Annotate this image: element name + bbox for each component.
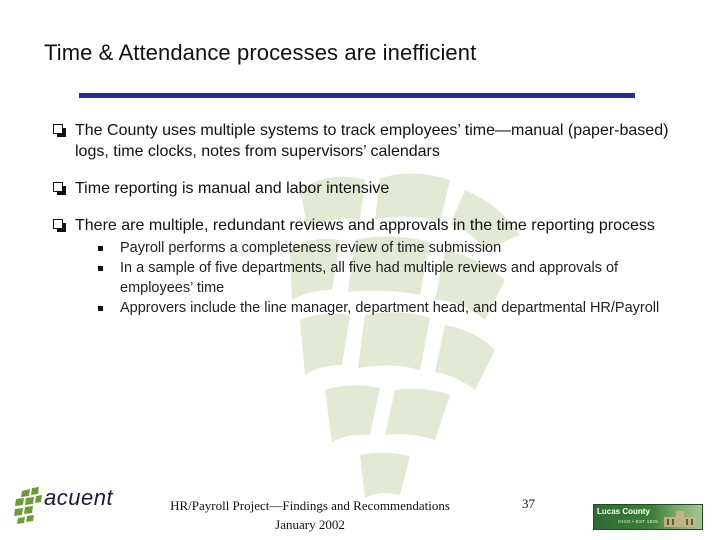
- sub-bullet-list: [50, 238, 680, 318]
- lucas-county-badge: [593, 504, 703, 530]
- sub-bullet-text: In a sample of five departments, all five had multiple reviews and approvals of employees’ time: [120, 260, 619, 296]
- square-bullet-icon: [98, 306, 103, 311]
- sub-bullet-text: Payroll performs a completeness review of time submission: [120, 240, 502, 256]
- courthouse-icon: [660, 508, 700, 528]
- checkbox-bullet-icon: [53, 182, 63, 192]
- bullet-item: [50, 120, 680, 162]
- page-number: 37: [522, 496, 535, 511]
- badge-title: Lucas County: [597, 507, 650, 516]
- sub-bullet-item: [96, 238, 680, 258]
- checkbox-bullet-icon: [53, 219, 63, 229]
- bullet-text: There are multiple, redundant reviews and approvals in the time reporting process: [75, 217, 655, 234]
- bullet-text: Time reporting is manual and labor intensive: [75, 180, 390, 197]
- sub-bullet-item: [96, 258, 680, 298]
- footer: [150, 496, 470, 534]
- badge-subtitle: OHIO • EST 1835: [618, 519, 659, 524]
- title-underline: [79, 93, 635, 98]
- footer-date: January 2002: [275, 517, 345, 532]
- footer-project: HR/Payroll Project—Findings and Recommendations: [170, 498, 450, 513]
- bullet-list: [50, 120, 680, 318]
- sub-bullet-text: Approvers include the line manager, department head, and departmental HR/Payroll: [120, 300, 660, 316]
- slide-title: Time & Attendance processes are inefficient: [44, 40, 477, 65]
- bullet-item: [50, 215, 680, 236]
- logo-wordmark: acuent: [44, 485, 114, 510]
- square-bullet-icon: [98, 246, 103, 251]
- checkbox-bullet-icon: [53, 124, 63, 134]
- square-bullet-icon: [98, 266, 103, 271]
- bullet-text: The County uses multiple systems to track employees’ time—manual (paper-based) logs, time clocks, notes from supervisors’ calendars: [75, 122, 669, 160]
- bullet-item: [50, 178, 680, 199]
- sub-bullet-item: [96, 298, 680, 318]
